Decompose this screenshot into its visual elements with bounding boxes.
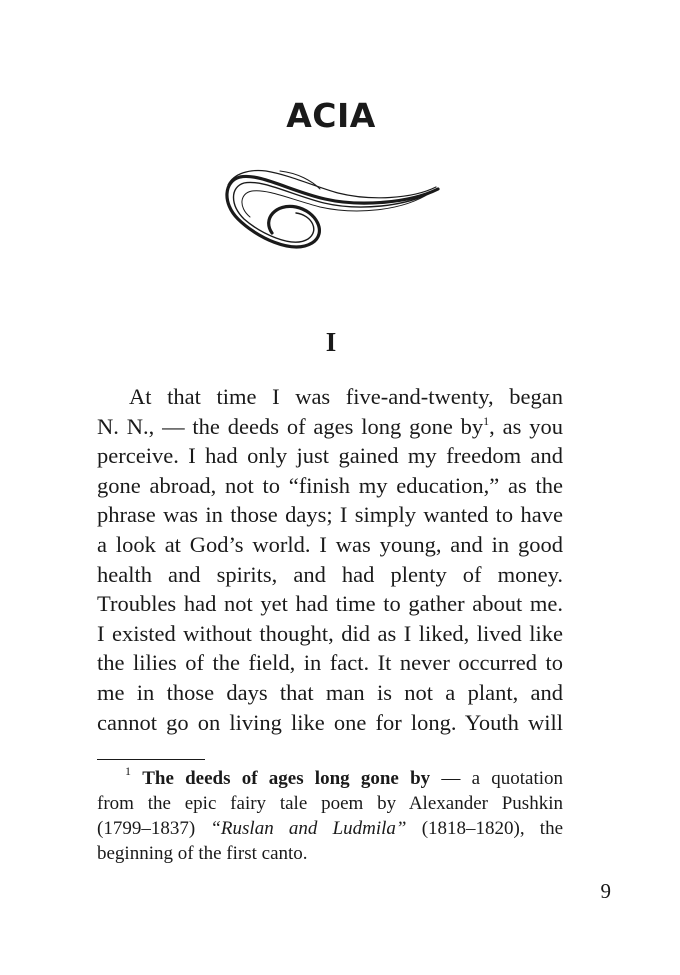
body-text [97,382,563,737]
text-line: perceive. I had only just gained my freedom and [97,443,563,469]
text-line: I existed without thought, did as I liked, lived like [97,620,563,646]
text-line [97,412,563,442]
footnote-text: (1818–1820), the [406,818,563,839]
footnote-line [97,816,563,841]
text-line: At that time I was five-and-twenty, began [129,384,563,409]
text-line: me in those days that man is not a plant, and [97,679,563,705]
footnote-line: beginning of the first canto. [97,843,308,864]
text-line-part: , as you [489,413,563,439]
text-line: gone abroad, not to “finish my education,” as the [97,472,563,498]
footnote-number: 1 [125,766,131,778]
footnote-line [97,766,563,791]
text-line: a look at God’s world. I was young, and in good [97,531,563,557]
text-line: health and spirits, and had plenty of money. [97,561,563,587]
text-line: the lilies of the field, in fact. It never occurred to [97,650,563,676]
text-line: cannot go on living like one for long. Youth will [97,709,563,735]
footnote-work-title: “Ruslan and Ludmila” [210,818,407,839]
text-line: phrase was in those days; I simply wanted to have [97,502,563,528]
footnote-text: — a quotation [430,768,563,789]
chapter-title: ACIA [286,96,376,135]
footnote-marker: 1 [483,413,490,428]
footnote-line: from the epic fairy tale poem by Alexander Pushkin [97,793,563,814]
footnote-divider [97,759,205,760]
flourish-ornament-icon [220,163,442,255]
footnote [97,766,563,866]
chapter-number: I [325,327,337,357]
page-number: 9 [600,879,611,903]
text-line-part: N. N., — the deeds of ages long gone by [97,413,484,439]
footnote-text: (1799–1837) [97,818,211,839]
text-line: Troubles had not yet had time to gather about me. [97,591,563,617]
footnote-term: The deeds of ages long gone by [142,768,431,789]
